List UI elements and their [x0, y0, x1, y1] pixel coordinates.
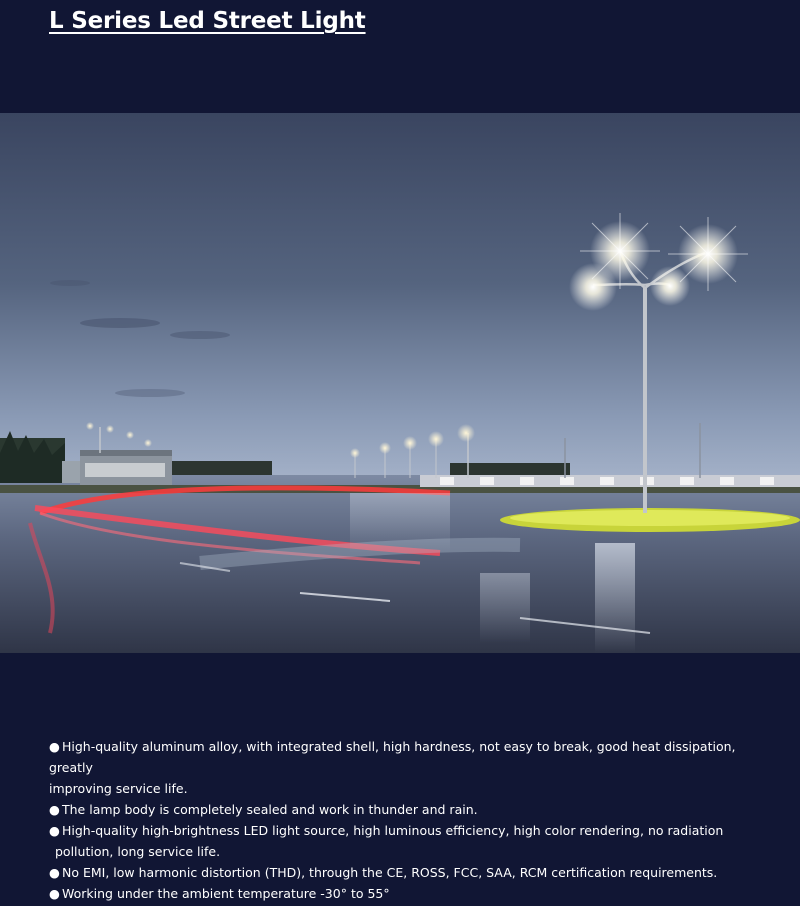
- feature-text: High-quality aluminum alloy, with integrated shell, high hardness, not easy to break, good heat dissipation, greatly: [49, 739, 736, 775]
- list-item: [49, 820, 769, 862]
- feature-text-continued: improving service life.: [49, 781, 188, 796]
- feature-text: High-quality high-brightness LED light source, high luminous efficiency, high color rendering, no radiation: [62, 823, 724, 838]
- bullet-icon: ●: [49, 802, 60, 817]
- feature-text: Working under the ambient temperature -30° to 55°: [62, 886, 390, 901]
- bullet-icon: ●: [49, 865, 60, 880]
- feature-text: No EMI, low harmonic distortion (THD), through the CE, ROSS, FCC, SAA, RCM certification requirements.: [62, 865, 718, 880]
- page-title: L Series Led Street Light: [49, 8, 366, 34]
- list-item: [49, 862, 769, 883]
- bullet-icon: ●: [49, 823, 60, 838]
- feature-text: The lamp body is completely sealed and work in thunder and rain.: [62, 802, 478, 817]
- bullet-icon: ●: [49, 886, 60, 901]
- feature-list: [49, 736, 769, 904]
- street-light-photo: [0, 113, 800, 653]
- bullet-icon: ●: [49, 739, 60, 754]
- feature-text-continued: pollution, long service life.: [55, 844, 221, 859]
- list-item: [49, 883, 769, 904]
- list-item: [49, 799, 769, 820]
- list-item: [49, 736, 769, 799]
